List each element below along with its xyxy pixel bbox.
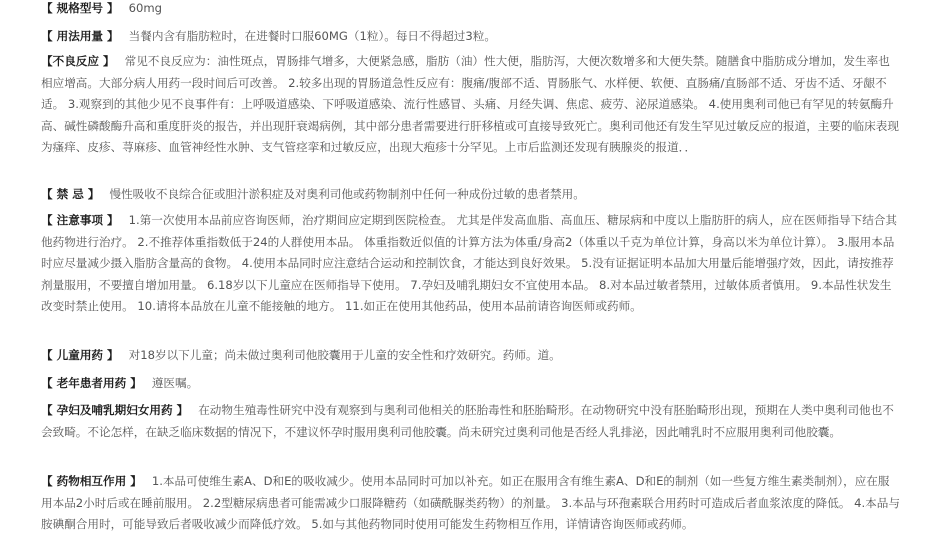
section-text: 对18岁以下儿童；尚未做过奥利司他胶囊用于儿童的安全性和疗效研究。药师。道。 [128, 348, 561, 362]
section-text: 1.第一次使用本品前应咨询医师，治疗期间应定期到医院检查。 尤其是伴发高血脂、高血压、糖尿病和中度以上脂肪肝的病人，应在医师指导下结合其他药物进行治疗。 2.不推荐体重指数低于24的人群使用本品。 体重指数近似值的计算方法为体重/身高2（体重以千克为单位计算，身高以米为单位计算）。 3.服用本品时应尽量减少摄入脂肪含量高的食物。 4.使用本品同时应注意结合运动和控制饮食，才能达到良好效果。 5.没有证据证明本品加大用量后能增强疗效，因此，请按推荐剂量服用，不要擅自增加用量。 6.18岁以下儿童应在医师指导下使用。 7.孕妇及哺乳期妇女不宜使用本品。 8.对本品过敏者禁用，过敏体质者慎用。 9.本品性状发生改变时禁止使用。 10.请将本品放在儿童不能接触的地方。 11.如正在使用其他药品，使用本品前请咨询医师或药师。 [41, 213, 897, 313]
section-label: 【不良反应 】 [41, 54, 115, 68]
section-text: 遵医嘱。 [151, 376, 199, 390]
section-adverse [41, 51, 901, 159]
section-caution [41, 210, 901, 318]
section-label: 【 用法用量 】 [41, 29, 119, 43]
section-pregnancy [41, 400, 901, 443]
section-text: 常见不良反应为：油性斑点，胃肠排气增多，大便紧急感，脂肪（油）性大便，脂肪泻，大便次数增多和大便失禁。随膳食中脂肪成分增加，发生率也相应增高。大部分病人用药一段时间后可改善。 2.较多出现的胃肠道急性反应有：腹痛/腹部不适、胃肠胀气、水样便、软便、直肠痛/直肠部不适、牙齿不适、牙龈不适。 3.观察到的其他少见不良事件有：上呼吸道感染、下呼吸道感染、流行性感冒、头痛、月经失调、焦虑、疲劳、泌尿道感染。 4.使用奥利司他已有罕见的转氨酶升高、碱性磷酸酶升高和重度肝炎的报告，并出现肝衰竭病例，其中部分患者需要进行肝移植或可直接导致死亡。奥利司他还有发生罕见过敏反应的报道，主要的临床表现为瘙痒、皮疹、荨麻疹、血管神经性水肿、支气管痉挛和过敏反应，出现大疱疹十分罕见。上市后监测还发现有胰腺炎的报道．． [41, 54, 899, 154]
section-text: 当餐内含有脂肪粒时，在进餐时口服60MG（1粒）。每日不得超过3粒。 [128, 29, 496, 43]
section-label: 【 规格型号 】 [41, 1, 119, 15]
section-text: 60mg [128, 1, 163, 15]
section-children [41, 345, 901, 367]
section-elderly [41, 373, 901, 395]
section-interaction [41, 471, 901, 536]
section-label: 【 注意事项 】 [41, 213, 119, 227]
section-label: 【 禁 忌 】 [41, 187, 100, 201]
section-usage [41, 26, 901, 48]
section-text: 1.本品可使维生素A、D和E的吸收减少。使用本品同时可加以补充。如正在服用含有维生素A、D和E的制剂（如一些复方维生素类制剂），应在服用本品2小时后或在睡前服用。 2.2型糖尿病患者可能需减少口服降糖药（如磺酰脲类药物）的剂量。 3.本品与环孢素联合用药时可造成后者血浆浓度的降低。 4.本品与胺碘酮合用时，可能导致后者吸收减少而降低疗效。 5.如与其他药物同时使用可能发生药物相互作用，详情请咨询医师或药师。 [41, 474, 900, 531]
section-label: 【 孕妇及哺乳期妇女用药 】 [41, 403, 189, 417]
section-text: 慢性吸收不良综合征或胆汁淤积症及对奥利司他或药物制剂中任何一种成份过敏的患者禁用。 [109, 187, 585, 201]
section-text: 在动物生殖毒性研究中没有观察到与奥利司他相关的胚胎毒性和胚胎畸形。在动物研究中没有胚胎畸形出现，预期在人类中奥利司他也不会致畸。不论怎样，在缺乏临床数据的情况下，不建议怀孕时服用奥利司他胶囊。尚未研究过奥利司他是否经人乳排泌，因此哺乳时不应服用奥利司他胶囊。 [41, 403, 894, 439]
section-label: 【 老年患者用药 】 [41, 376, 142, 390]
section-label: 【 儿童用药 】 [41, 348, 119, 362]
section-contra [41, 184, 901, 206]
section-spec [41, 0, 901, 20]
section-label: 【 药物相互作用 】 [41, 474, 142, 488]
